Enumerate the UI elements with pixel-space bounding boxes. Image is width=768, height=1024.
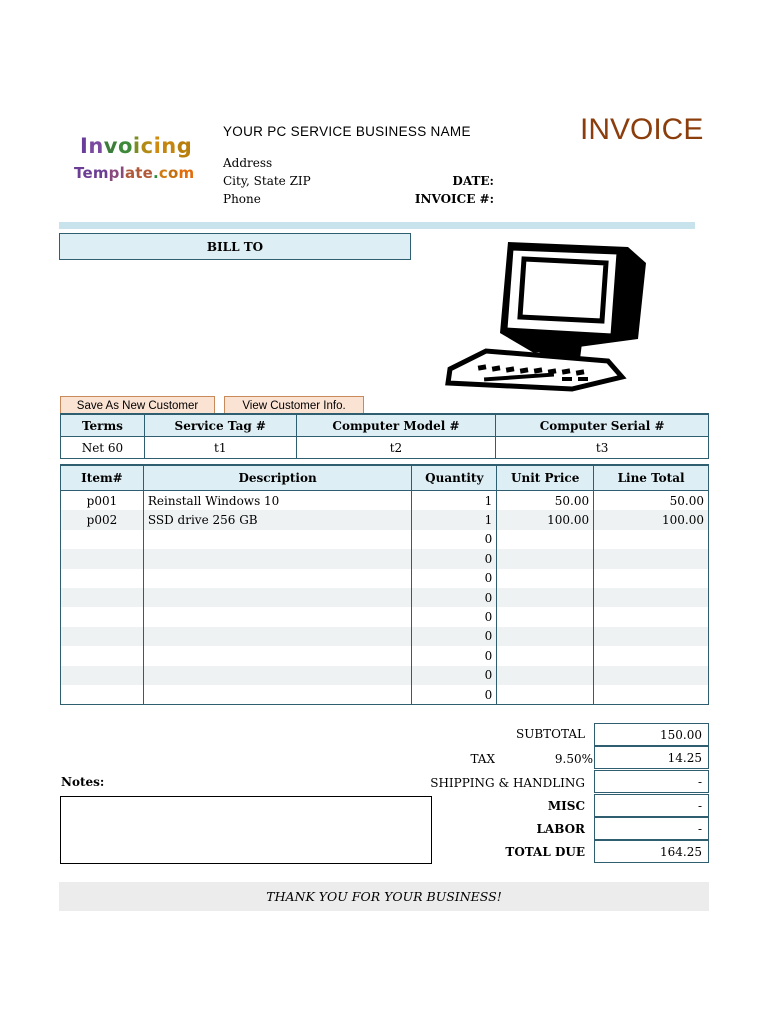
computer-serial-value[interactable]: t3 (496, 437, 709, 459)
table-row (61, 569, 709, 588)
quantity-cell[interactable]: 0 (412, 569, 497, 588)
line-total-cell (594, 685, 709, 705)
unit-price-cell[interactable] (497, 569, 594, 588)
description-cell[interactable] (143, 588, 411, 607)
tax-rate[interactable]: 9.50% (554, 752, 593, 766)
terms-value[interactable]: Net 60 (61, 437, 145, 459)
unit-price-cell[interactable] (497, 685, 594, 705)
item-number-cell[interactable] (61, 569, 144, 588)
line-total-cell (594, 549, 709, 568)
bill-to-header: BILL TO (59, 233, 411, 260)
quantity-cell[interactable]: 0 (412, 685, 497, 705)
item-number-cell[interactable] (61, 607, 144, 626)
line-total-header: Line Total (594, 465, 709, 491)
logo-line-1: Invoicing (80, 134, 193, 158)
computer-model-value[interactable]: t2 (296, 437, 496, 459)
table-row (61, 491, 709, 511)
total-due-label: TOTAL DUE (505, 845, 585, 859)
description-cell[interactable] (143, 569, 411, 588)
item-number-cell[interactable] (61, 549, 144, 568)
save-as-new-customer-button[interactable]: Save As New Customer (60, 396, 215, 416)
table-row (61, 666, 709, 685)
terms-header: Terms (61, 414, 145, 437)
notes-label: Notes: (61, 775, 105, 789)
quantity-cell[interactable]: 0 (412, 530, 497, 549)
item-number-cell[interactable] (61, 530, 144, 549)
unit-price-cell[interactable]: 100.00 (497, 510, 594, 529)
subtotal-label: SUBTOTAL (516, 727, 585, 741)
quantity-header: Quantity (412, 465, 497, 491)
unit-price-cell[interactable]: 50.00 (497, 491, 594, 511)
unit-price-cell[interactable] (497, 607, 594, 626)
quantity-cell[interactable]: 0 (412, 588, 497, 607)
table-row (61, 627, 709, 646)
date-label: DATE: (452, 174, 494, 188)
item-number-cell[interactable]: p002 (61, 510, 144, 529)
business-phone: Phone (223, 192, 261, 206)
logo-line-2: Template.com (74, 164, 195, 182)
misc-value[interactable]: - (594, 794, 709, 817)
service-info-table (60, 413, 709, 459)
table-row (61, 530, 709, 549)
table-row (61, 549, 709, 568)
total-due-value: 164.25 (594, 840, 709, 863)
unit-price-cell[interactable] (497, 627, 594, 646)
service-tag-header: Service Tag # (144, 414, 296, 437)
line-total-cell (594, 588, 709, 607)
description-cell[interactable]: SSD drive 256 GB (143, 510, 411, 529)
unit-price-header: Unit Price (497, 465, 594, 491)
computer-serial-header: Computer Serial # (496, 414, 709, 437)
description-header: Description (143, 465, 411, 491)
business-city: City, State ZIP (223, 174, 311, 188)
business-address: Address (223, 156, 273, 170)
quantity-cell[interactable]: 0 (412, 607, 497, 626)
subtotal-value: 150.00 (594, 723, 709, 746)
line-total-cell: 100.00 (594, 510, 709, 529)
table-row (61, 510, 709, 529)
business-name: YOUR PC SERVICE BUSINESS NAME (223, 124, 471, 139)
quantity-cell[interactable]: 1 (412, 510, 497, 529)
computer-model-header: Computer Model # (296, 414, 496, 437)
item-number-cell[interactable]: p001 (61, 491, 144, 511)
thank-you-banner: THANK YOU FOR YOUR BUSINESS! (59, 882, 709, 911)
service-tag-value[interactable]: t1 (144, 437, 296, 459)
line-items-table (60, 464, 709, 705)
labor-label: LABOR (536, 822, 585, 836)
description-cell[interactable] (143, 627, 411, 646)
unit-price-cell[interactable] (497, 666, 594, 685)
description-cell[interactable] (143, 666, 411, 685)
item-number-cell[interactable] (61, 685, 144, 705)
invoice-title: INVOICE (580, 113, 704, 146)
misc-label: MISC (547, 799, 585, 813)
line-total-cell (594, 607, 709, 626)
computer-icon (442, 237, 654, 392)
tax-value: 14.25 (594, 746, 709, 769)
unit-price-cell[interactable] (497, 549, 594, 568)
line-total-cell (594, 646, 709, 665)
table-row (61, 646, 709, 665)
quantity-cell[interactable]: 0 (412, 549, 497, 568)
quantity-cell[interactable]: 1 (412, 491, 497, 511)
table-row (61, 588, 709, 607)
quantity-cell[interactable]: 0 (412, 627, 497, 646)
description-cell[interactable] (143, 685, 411, 705)
description-cell[interactable] (143, 549, 411, 568)
description-cell[interactable] (143, 646, 411, 665)
item-number-cell[interactable] (61, 627, 144, 646)
notes-field[interactable] (60, 796, 432, 864)
tax-label: TAX (470, 752, 495, 766)
line-total-cell (594, 569, 709, 588)
unit-price-cell[interactable] (497, 646, 594, 665)
table-row (61, 607, 709, 626)
line-total-cell: 50.00 (594, 491, 709, 511)
description-cell[interactable]: Reinstall Windows 10 (143, 491, 411, 511)
quantity-cell[interactable]: 0 (412, 646, 497, 665)
description-cell[interactable] (143, 607, 411, 626)
invoice-number-label: INVOICE #: (414, 192, 494, 206)
table-row (61, 685, 709, 705)
item-number-header: Item# (61, 465, 144, 491)
quantity-cell[interactable]: 0 (412, 666, 497, 685)
item-number-cell[interactable] (61, 588, 144, 607)
item-number-cell[interactable] (61, 646, 144, 665)
line-total-cell (594, 530, 709, 549)
labor-value[interactable]: - (594, 817, 709, 840)
unit-price-cell[interactable] (497, 530, 594, 549)
shipping-label: SHIPPING & HANDLING (430, 776, 585, 790)
item-number-cell[interactable] (61, 666, 144, 685)
line-total-cell (594, 627, 709, 646)
description-cell[interactable] (143, 530, 411, 549)
view-customer-info-button[interactable]: View Customer Info. (224, 396, 364, 416)
unit-price-cell[interactable] (497, 588, 594, 607)
line-total-cell (594, 666, 709, 685)
shipping-value[interactable]: - (594, 770, 709, 793)
header-divider (59, 222, 695, 229)
